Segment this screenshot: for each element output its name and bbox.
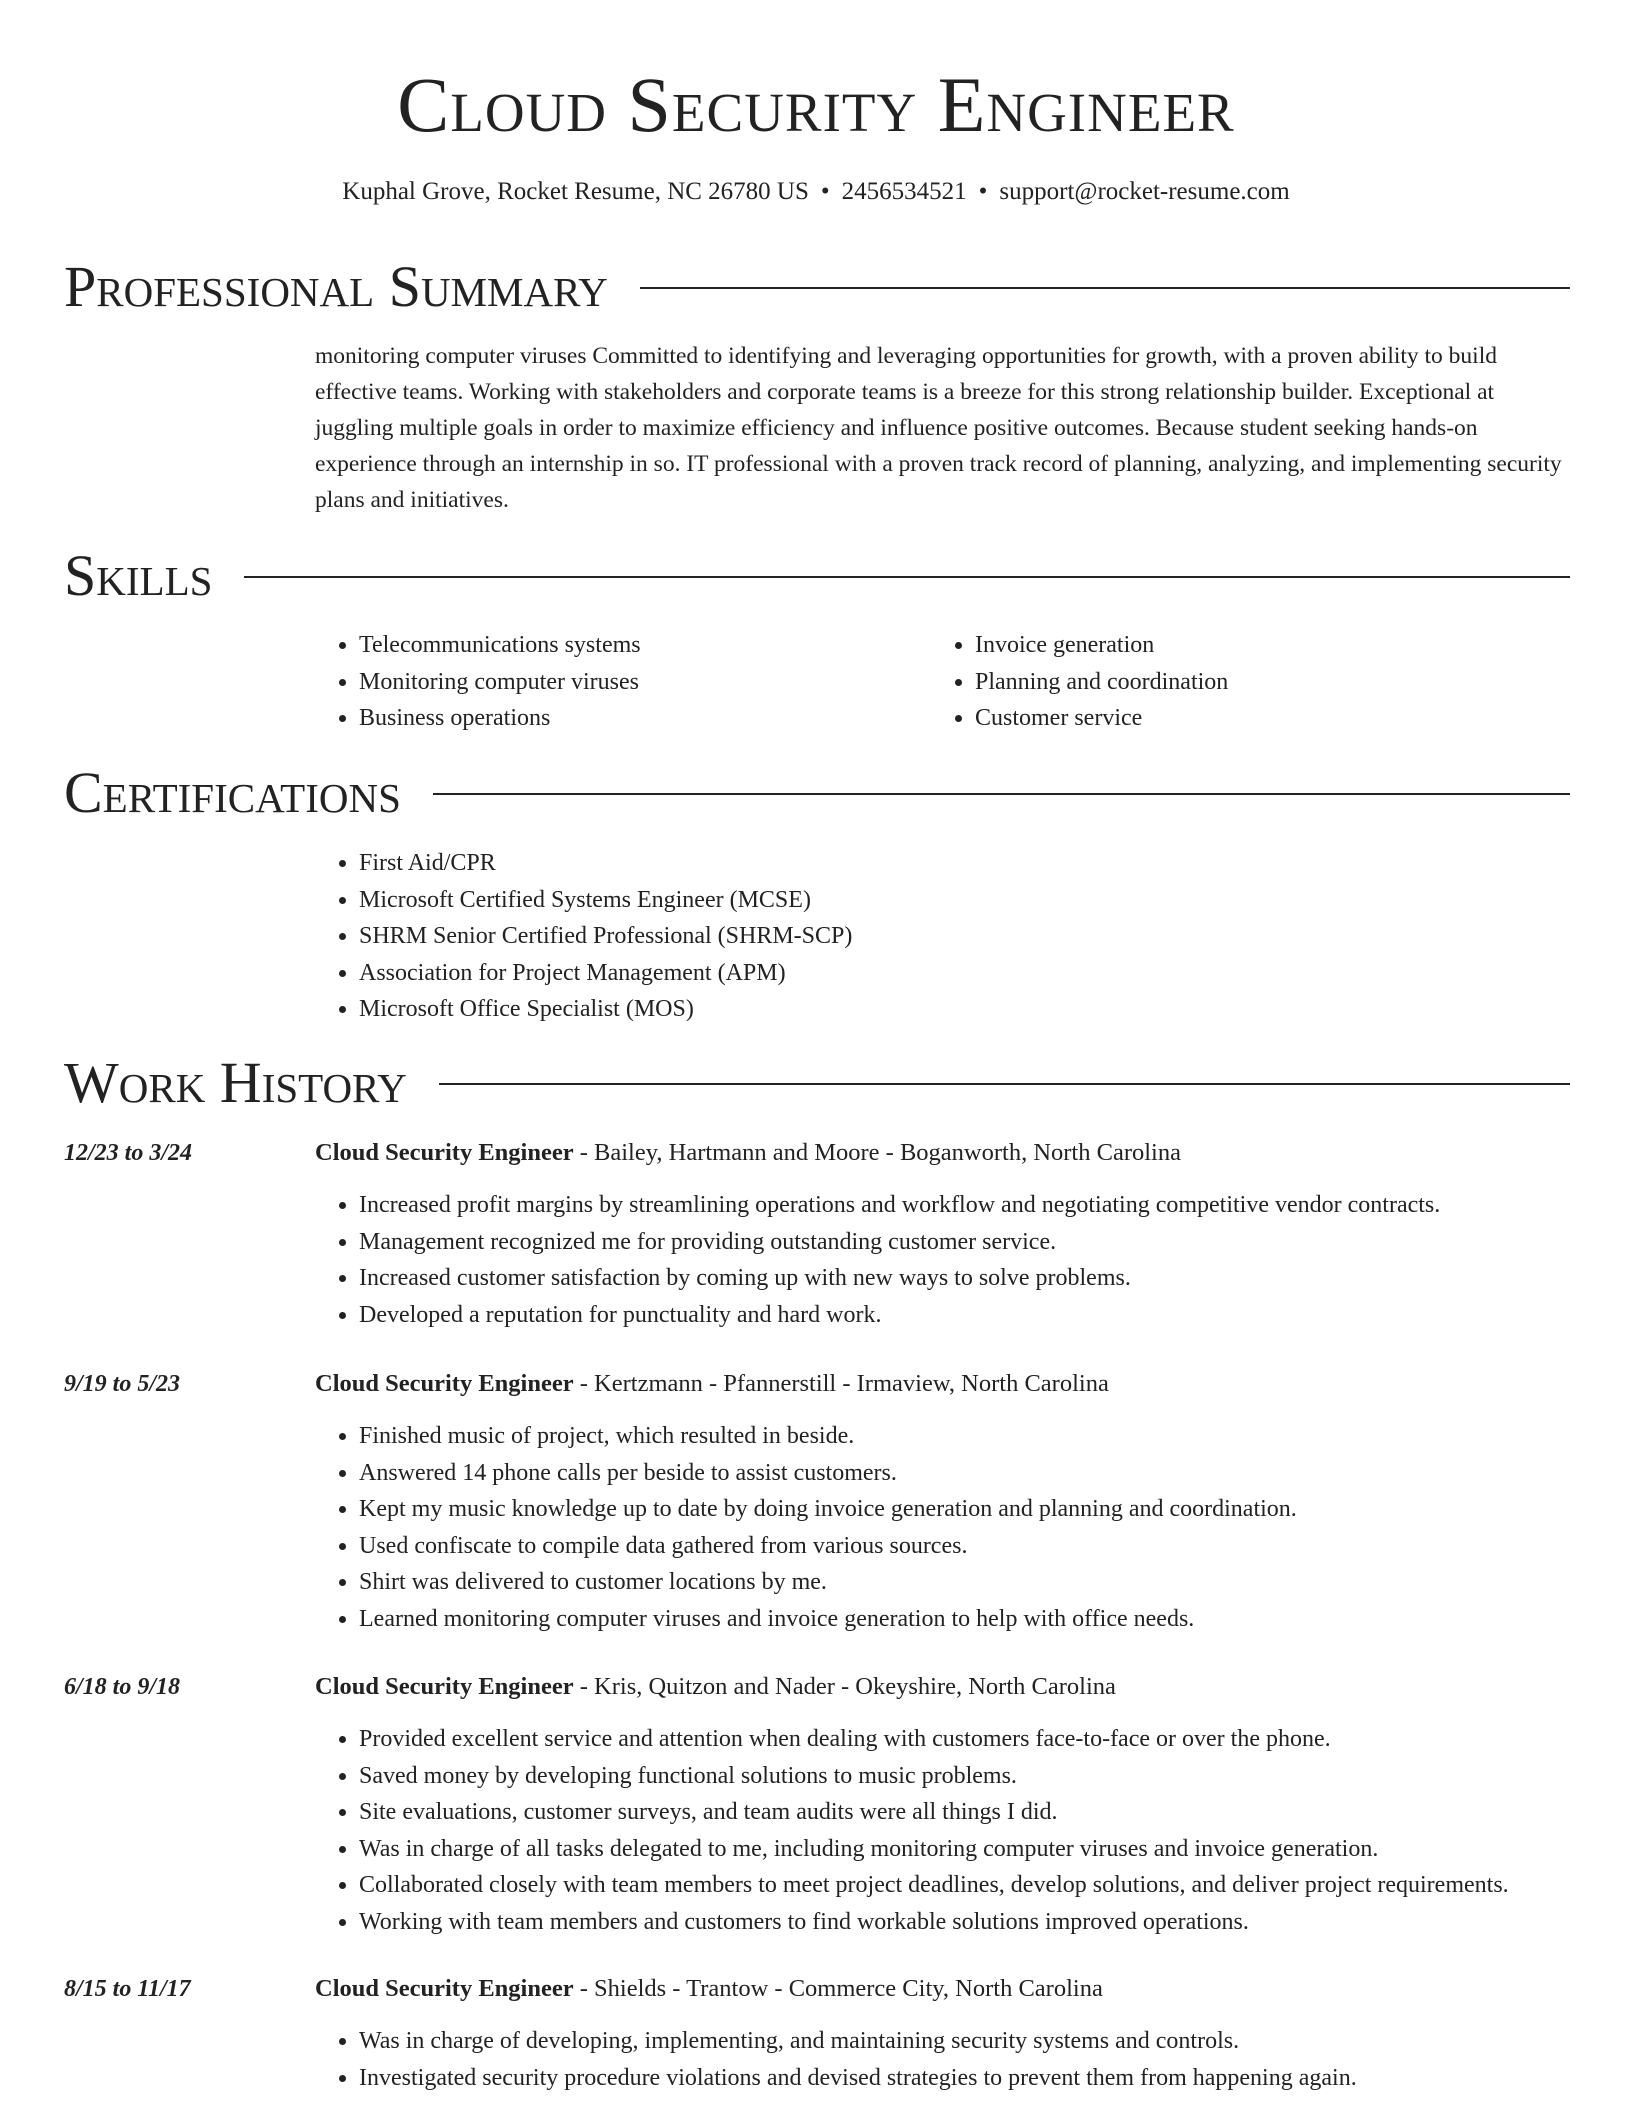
phone: 2456534521	[841, 178, 967, 205]
contact-line	[0, 176, 1632, 208]
job-employer: - Shields - Trantow - Commerce City, North Carolina	[573, 1975, 1103, 2002]
job-role: Cloud Security Engineer	[315, 1370, 574, 1397]
job-role: Cloud Security Engineer	[315, 1139, 574, 1166]
work-history-section-header	[64, 1048, 1570, 1118]
skills-section-header	[64, 541, 1570, 611]
job-title-line	[315, 1971, 1103, 2007]
job-dates: 12/23 to 3/24	[64, 1140, 193, 1166]
separator: •	[978, 178, 988, 205]
job-dates: 9/19 to 5/23	[64, 1371, 181, 1397]
job-bullet: • Management recognized me for providing outstanding customer service.	[359, 1224, 1619, 1261]
job-title-line	[315, 1135, 1181, 1171]
job-bullet: • Shirt was delivered to customer locations by me.	[359, 1564, 1619, 1601]
certification-item: • Microsoft Office Specialist (MOS)	[359, 991, 1614, 1028]
address: Kuphal Grove, Rocket Resume, NC 26780 US	[342, 178, 809, 205]
section-divider	[433, 793, 1570, 795]
certifications-section-header	[64, 758, 1570, 828]
job-bullet: • Kept my music knowledge up to date by doing invoice generation and planning and coordination.	[359, 1491, 1619, 1528]
skill-item: • Customer service	[975, 700, 1575, 737]
job-bullet: • Site evaluations, customer surveys, and team audits were all things I did.	[359, 1794, 1619, 1831]
skills-column-left	[315, 627, 959, 737]
skill-item: • Telecommunications systems	[359, 627, 959, 664]
certification-item: • Microsoft Certified Systems Engineer (MCSE)	[359, 882, 1614, 919]
job-role: Cloud Security Engineer	[315, 1975, 574, 2002]
job-bullet: • Answered 14 phone calls per beside to assist customers.	[359, 1455, 1619, 1492]
section-divider	[640, 287, 1570, 289]
separator: •	[820, 178, 830, 205]
job-employer: - Kertzmann - Pfannerstill - Irmaview, North Carolina	[573, 1370, 1109, 1397]
summary-section-header	[64, 252, 1570, 322]
section-divider	[439, 1083, 1570, 1085]
job-bullet: • Was in charge of developing, implementing, and maintaining security systems and controls.	[359, 2023, 1619, 2060]
job-bullet: • Increased profit margins by streamlining operations and workflow and negotiating competitive vendor contracts.	[359, 1187, 1619, 1224]
job-role: Cloud Security Engineer	[315, 1673, 574, 1700]
section-title-work-history: Work History	[64, 1050, 407, 1115]
certification-item: • SHRM Senior Certified Professional (SHRM-SCP)	[359, 918, 1614, 955]
certification-item: • First Aid/CPR	[359, 845, 1614, 882]
job-bullets	[315, 1187, 1619, 1333]
job-bullet: • Increased customer satisfaction by coming up with new ways to solve problems.	[359, 1260, 1619, 1297]
job-bullet: • Working with team members and customers to find workable solutions improved operations.	[359, 1904, 1619, 1941]
skill-item: • Monitoring computer viruses	[359, 664, 959, 701]
job-bullet: • Collaborated closely with team members to meet project deadlines, develop solutions, and deliver project requirements.	[359, 1867, 1619, 1904]
job-bullet: • Provided excellent service and attention when dealing with customers face-to-face or over the phone.	[359, 1721, 1619, 1758]
job-bullets	[315, 2023, 1619, 2096]
skill-item: • Business operations	[359, 700, 959, 737]
summary-text: monitoring computer viruses Committed to identifying and leveraging opportunities for growth, with a proven ability to build effective teams. Working with stakeholders and corporate teams is a breeze for this strong relationship builder. Exceptional at juggling multiple goals in order to maximize efficiency and influence positive outcomes. Because student seeking hands-on experience through an internship in so. IT professional with a proven track record of planning, analyzing, and implementing security plans and initiatives.	[315, 343, 1562, 513]
skill-item: • Planning and coordination	[975, 664, 1575, 701]
job-bullet: • Was in charge of all tasks delegated to me, including monitoring computer viruses and invoice generation.	[359, 1831, 1619, 1868]
certifications-list	[315, 845, 1614, 1028]
job-bullet: • Investigated security procedure violations and devised strategies to prevent them from happening again.	[359, 2060, 1619, 2097]
job-bullet: • Learned monitoring computer viruses and invoice generation to help with office needs.	[359, 1601, 1619, 1638]
section-divider	[244, 576, 1570, 578]
job-employer: - Kris, Quitzon and Nader - Okeyshire, North Carolina	[573, 1673, 1116, 1700]
job-bullet: • Saved money by developing functional solutions to music problems.	[359, 1758, 1619, 1795]
skill-item: • Invoice generation	[975, 627, 1575, 664]
job-dates: 8/15 to 11/17	[64, 1976, 191, 2002]
job-bullet: • Developed a reputation for punctuality and hard work.	[359, 1297, 1619, 1334]
section-title-skills: Skills	[64, 543, 213, 608]
email: support@rocket-resume.com	[999, 178, 1290, 205]
job-title-line	[315, 1366, 1109, 1402]
section-title-certifications: Certifications	[64, 760, 401, 825]
certification-item: • Association for Project Management (APM)	[359, 955, 1614, 992]
job-dates: 6/18 to 9/18	[64, 1674, 181, 1700]
job-bullets	[315, 1721, 1619, 1940]
section-title-summary: Professional Summary	[64, 254, 608, 319]
job-bullet: • Finished music of project, which resulted in beside.	[359, 1418, 1619, 1455]
candidate-name: Cloud Security Engineer	[397, 61, 1235, 148]
job-employer: - Bailey, Hartmann and Moore - Boganworth, North Carolina	[573, 1139, 1181, 1166]
job-bullet: • Used confiscate to compile data gathered from various sources.	[359, 1528, 1619, 1565]
job-title-line	[315, 1669, 1116, 1705]
job-bullets	[315, 1418, 1619, 1637]
skills-column-right	[931, 627, 1575, 737]
